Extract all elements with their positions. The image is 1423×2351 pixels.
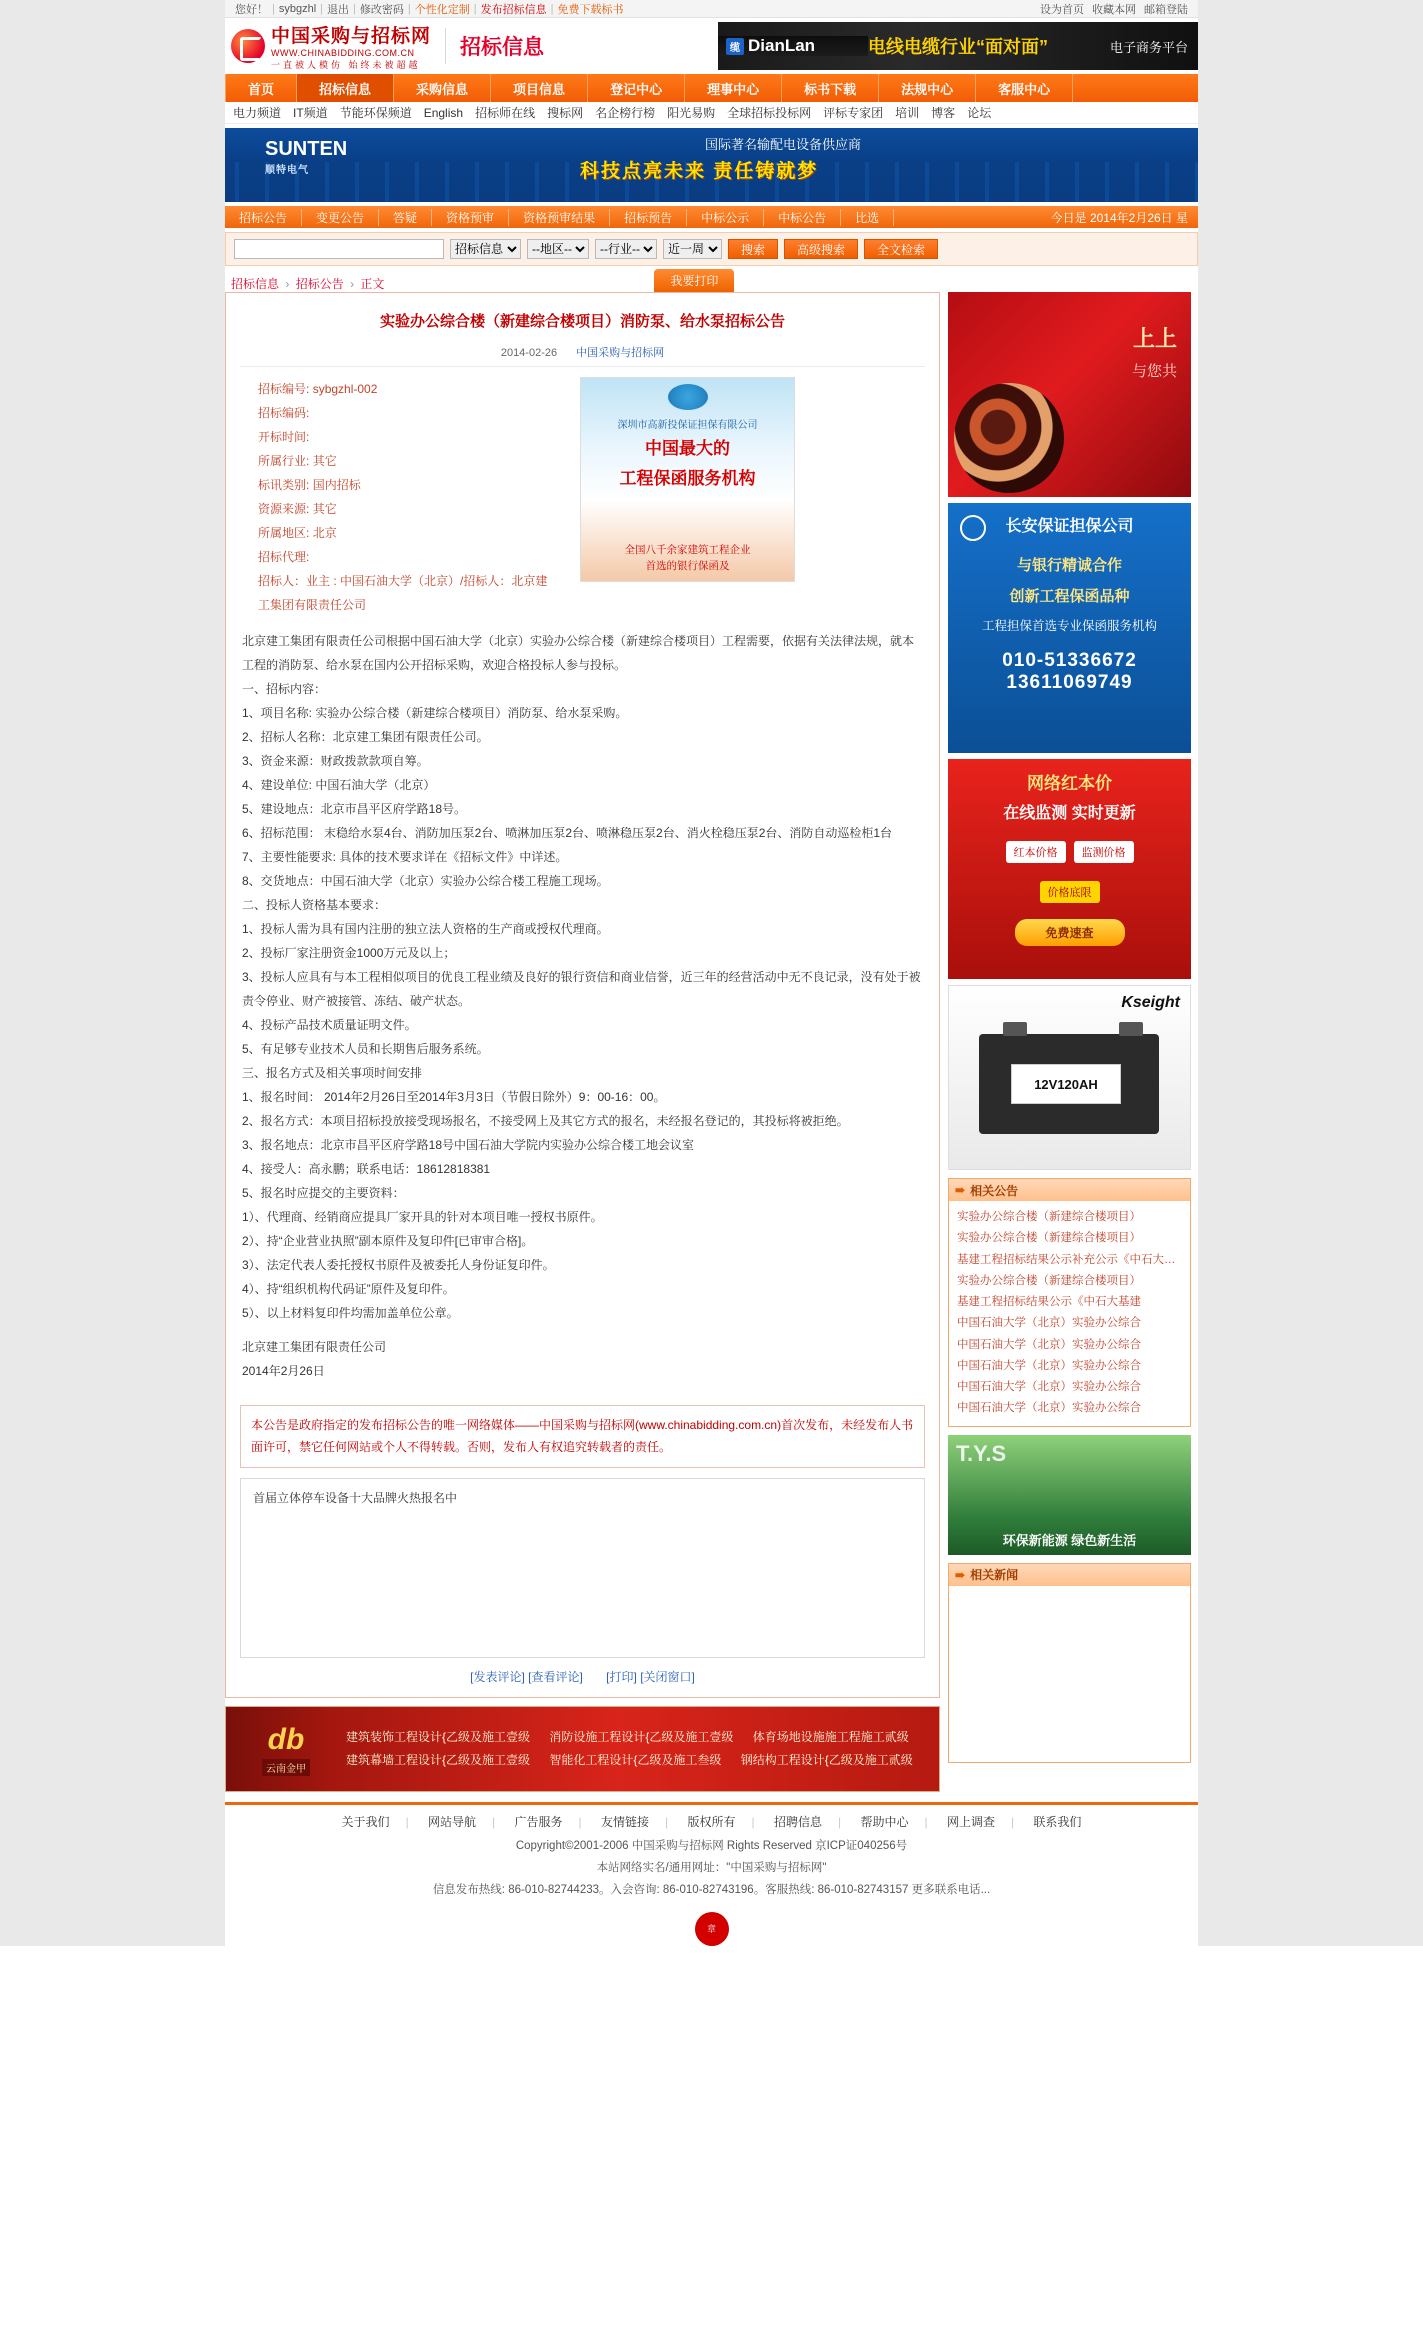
list-item[interactable]: 实验办公综合楼（新建综合楼项目） [957,1211,1141,1223]
greeting-text: 您好！ [235,3,268,16]
search-input[interactable] [234,239,444,259]
article-signature: 北京建工集团有限责任公司 [242,1339,387,1354]
related-announcements-header [949,1179,1190,1201]
top-utility-bar: 您好！ | sybgzhl | 退出 | 修改密码 | 个性化定制 | 发布招标信息 | 免费下载标书 设为首页 收藏本网 邮箱登陆 [225,0,1198,18]
sidebar-column [948,292,1191,1763]
gov-seal-icon: 章 [695,1912,729,1946]
site-footer [225,1802,1198,1946]
nav-item-regulations[interactable]: 法规中心 [879,74,976,102]
banner-badge-icon: 缆 [726,38,744,55]
article-paragraph: 8、交货地点：中国石油大学（北京）实验办公综合楼工程施工现场。 [242,873,609,888]
breadcrumb: 招标信息 › 招标公告 › 正文 [231,277,385,291]
article-signature-date: 2014年2月26日 [242,1363,325,1378]
page-title: 招标信息 [460,36,545,59]
article-paragraph: 5、有足够专业技术人员和长期售后服务系统。 [242,1041,489,1056]
related-news-header [949,1564,1190,1586]
info-row-bid-code: 招标编码: [258,405,310,420]
subnav-item-12[interactable]: 论坛 [967,106,992,120]
info-row-region: 所属地区: 北京 [258,525,337,540]
bottom-ad-qual-3: 体育场地设施施工程施工贰级 [752,1730,909,1745]
sub-navigation [225,102,1198,124]
banner-headline: 电线电缆行业“面对面” [868,37,1048,57]
hero-ad-banner[interactable] [225,128,1198,202]
category-bid-forecast[interactable]: 招标预告 [610,209,687,226]
bottom-ad-qual-1: 建筑装饰工程设计{乙级及施工壹级 [346,1730,531,1745]
price-monitor-ad[interactable] [948,759,1191,979]
logo-icon [231,29,265,63]
green-ad-caption: 环保新能源 绿色新生活 [1002,1532,1137,1548]
close-window-link[interactable]: [关闭窗口] [640,1670,695,1685]
battery-terminal-left-icon [1003,1022,1027,1036]
inline-ad-box[interactable] [240,1478,925,1658]
ad-headline-2: 工程保函服务机构 [619,469,756,489]
article-paragraph: 二、投标人资格基本要求： [242,897,387,912]
subnav-item-2[interactable]: 节能环保频道 [339,106,412,120]
list-item[interactable]: 基建工程招标结果公示补充公示《中石大… [957,1253,1176,1266]
post-comment-link[interactable]: [发表评论] [470,1670,525,1685]
info-row-source: 资源来源: 其它 [258,501,337,516]
category-prequalification[interactable]: 资格预审 [432,209,509,226]
ad-headline-1: 中国最大的 [645,438,730,458]
info-row-open-time: 开标时间: [258,429,310,444]
battery-ad[interactable] [948,985,1191,1170]
article-paragraph: 3、资金来源：财政拨款款项自筹。 [242,753,429,768]
price-ad-sub: 在线监测 实时更新 [1003,805,1136,822]
article-paragraph: 2、报名方式：本项目招标投放接受现场报名，不接受网上及其它方式的报名，未经报名登记的，其投标将被拒绝。 [242,1113,849,1128]
nav-item-register-center[interactable]: 登记中心 [588,74,685,102]
subnav-item-6[interactable]: 名企榜行榜 [595,106,656,120]
topbar-link-change-password[interactable]: 修改密码 [359,3,404,16]
bottom-ad-line-2 [346,1749,929,1772]
list-item[interactable]: 中国石油大学（北京）实验办公综合 [957,1402,1141,1415]
price-ad-chip-1: 红本价格 [1006,841,1066,863]
site-header [225,18,1198,74]
article-info-list [240,377,570,617]
article-date: 2014-02-26 [500,346,558,359]
topbar-link-download[interactable]: 免费下载标书 [557,3,624,16]
page-content [225,0,1198,1946]
category-navigation [225,206,1198,228]
topbar-link-publish[interactable]: 发布招标信息 [480,3,547,16]
article-actions [240,1658,925,1691]
banner-brand-cn: 顺特电气 [265,165,309,176]
article-paragraph: 三、报名方式及相关事项时间安排 [242,1065,423,1080]
article-title: 实验办公综合楼（新建综合楼项目）消防泵、给水泵招标公告 [379,313,785,330]
footer-link-partners[interactable]: 友情链接 [601,1815,650,1830]
list-item[interactable]: 实验办公综合楼（新建综合楼项目） [957,1232,1141,1245]
topbar-add-favorite[interactable]: 收藏本网 [1092,3,1136,16]
footer-link-survey[interactable]: 网上调查 [946,1815,995,1830]
related-news-body [949,1586,1190,1598]
footer-line-2: 本站网络实名/通用网址："中国采购与招标网" [596,1861,827,1874]
green-ad-brand: T.Y.S [956,1440,1007,1466]
bottom-ad-logo-icon: db [267,1722,305,1756]
list-item[interactable]: 中国石油大学（北京）实验办公综合 [957,1338,1141,1351]
footer-line-3: 信息发布热线: 86-010-82744233。入会咨询: 86-010-82743196。客服热线: 86-010-82743157 更多联系电话... [432,1883,991,1896]
nav-item-bid-info[interactable]: 招标信息 [297,74,394,102]
ad-company-name: 深圳市高新投保证担保有限公司 [617,419,758,431]
subnav-item-5[interactable]: 搜标网 [547,106,584,120]
main-columns [225,292,1198,1792]
bottom-ad-line-1 [346,1726,929,1749]
advanced-search-button[interactable]: 高级搜索 [784,239,858,259]
footer-link-sitemap[interactable]: 网站导航 [428,1815,477,1830]
guarantee-ad-line2: 与银行精诚合作 [1016,557,1122,574]
current-date-label: 今日是 2014年2月26日 星 [1050,210,1188,225]
print-tab-button[interactable]: 我要打印 [654,269,734,292]
article-source-link[interactable]: 中国采购与招标网 [576,346,665,359]
article-column [225,292,940,1792]
guarantee-ad-title: 长安保证担保公司 [1005,518,1134,535]
footer-copyright: Copyright©2001-2006 中国采购与招标网 Rights Reserved 京ICP证040256号 [515,1840,908,1853]
banner-subtitle: 国际著名输配电设备供应商 [705,137,862,152]
banner-slogan: 科技点亮未来 责任铸就梦 [580,161,819,182]
bottom-ad-qual-6: 钢结构工程设计{乙级及施工贰级 [740,1753,913,1768]
header-divider [445,28,446,64]
article-body [240,623,925,1395]
green-energy-ad[interactable] [948,1435,1191,1555]
logo-url: WWW.CHINABIDDING.COM.CN [271,48,415,58]
guarantee-company-ad[interactable] [948,503,1191,753]
related-announcements-panel [948,1178,1191,1427]
topbar-mail-login[interactable]: 邮箱登陆 [1144,3,1188,16]
info-row-bidder: 招标人：业主 : 中国石油大学（北京）/招标人：北京建 [258,573,548,588]
search-type-select[interactable] [450,239,521,259]
info-row-type: 标讯类别: 国内招标 [258,477,361,492]
footer-link-help[interactable]: 帮助中心 [860,1815,909,1830]
subnav-item-10[interactable]: 培训 [895,106,920,120]
article-info-section [240,367,925,623]
ad-emblem-icon [668,384,708,410]
related-announcements-title: 相关公告 [970,1183,1019,1198]
list-item[interactable]: 实验办公综合楼（新建综合楼项目） [957,1274,1141,1287]
article-paragraph: 2）、持“企业营业执照”副本原件及复印件[已审审合格]。 [242,1233,534,1248]
subnav-item-9[interactable]: 评标专家团 [823,106,884,120]
breadcrumb-item-1[interactable]: 招标公告 [295,277,344,291]
article-paragraph: 7、主要性能要求: 具体的技术要求详在《招标文件》中详述。 [242,849,568,864]
article-paragraph: 3）、法定代表人委托授权书原件及被委托人身份证复印件。 [242,1257,555,1272]
price-ad-chip-3: 价格底限 [1040,881,1100,903]
article-paragraph: 1、投标人需为具有国内注册的独立法人资格的生产商或授权代理商。 [242,921,609,936]
guarantee-ad-line3: 创新工程保函品种 [1009,588,1130,605]
left-gutter [0,0,225,1946]
related-news-panel [948,1563,1191,1763]
price-ad-chip-2: 监测价格 [1074,841,1134,863]
bottom-ad-qual-4: 建筑幕墙工程设计{乙级及施工壹级 [346,1753,531,1768]
cable-ad[interactable] [948,292,1191,497]
inline-ad-text: 首届立体停车设备十大品牌火热报名中 [253,1491,458,1506]
site-logo[interactable] [225,21,431,71]
right-gutter [1198,0,1423,1946]
logo-slogan: 一直被人模仿 始终未被超越 [271,60,421,70]
banner-advertiser-name [265,138,347,176]
info-row-agent: 招标代理: [258,549,310,564]
info-row-bidder-cont: 工集团有限责任公司 [258,597,367,612]
topbar-link-customize[interactable]: 个性化定制 [414,3,470,16]
breadcrumb-item-0[interactable]: 招标信息 [231,277,280,291]
ad-footer-text [581,543,794,575]
battery-label: 12V120AH [1011,1064,1121,1104]
guarantee-ad-line4: 工程担保首选专业保函服务机构 [981,619,1157,633]
article-paragraph: 2、招标人名称：北京建工集团有限责任公司。 [242,729,489,744]
view-comment-link[interactable]: [查看评论] [528,1670,583,1685]
price-ad-query-button[interactable]: 免费速查 [1015,919,1125,946]
search-industry-select[interactable] [595,239,657,259]
article-paragraph: 1、报名时间： 2014年2月26日至2014年3月3日（节假日除外）9：00-16：00。 [242,1089,666,1104]
footer-link-ads[interactable]: 广告服务 [514,1815,563,1830]
footer-link-jobs[interactable]: 招聘信息 [773,1815,822,1830]
related-news-title: 相关新闻 [970,1568,1019,1583]
footer-link-about[interactable]: 关于我们 [341,1815,390,1830]
cable-coil-icon [954,383,1064,493]
main-navigation [225,74,1198,102]
category-comparison[interactable]: 比选 [841,209,894,226]
article-paragraph: 4、建设单位: 中国石油大学（北京） [242,777,436,792]
info-row-bid-number: 招标编号: sybgzhl-002 [258,381,378,396]
footer-link-contact[interactable]: 联系我们 [1033,1815,1082,1830]
breadcrumb-item-2: 正文 [360,277,385,291]
category-win-publicity[interactable]: 中标公示 [687,209,764,226]
bottom-ad-company: 云南金甲 [262,1759,310,1776]
article-paragraph: 5、建设地点：北京市昌平区府学路18号。 [242,801,467,816]
bottom-ad-qual-2: 消防设施工程设计{乙级及施工壹级 [549,1730,734,1745]
footer-link-copyright[interactable]: 版权所有 [687,1815,736,1830]
copyright-notice: 本公告是政府指定的发布招标公告的唯一网络媒体——中国采购与招标网(www.chinabidding.com.cn)首次发布，未经发布人书面许可，禁它任何网站或个人不得转载。否则，发布人有权追究转载者的责任。 [240,1405,925,1469]
topbar-set-homepage[interactable]: 设为首页 [1040,3,1084,16]
header-ad-banner[interactable] [718,22,1198,70]
subnav-item-11[interactable]: 博客 [931,106,956,120]
guarantee-ad-phone-2: 13611069749 [1006,672,1133,693]
topbar-link-user[interactable]: sybgzhl [278,2,317,15]
article-paragraph: 1、项目名称: 实验办公综合楼（新建综合楼项目）消防泵、给水泵采购。 [242,705,628,720]
article-card [225,292,940,1698]
nav-item-council-center[interactable]: 理事中心 [685,74,782,102]
arrow-icon: ➠ [955,1567,966,1582]
bottom-ad-qual-5: 智能化工程设计{乙级及施工叁级 [549,1753,722,1768]
guarantee-ad-phone-1: 010-51336672 [1002,650,1137,671]
related-announcements-body [949,1201,1190,1426]
article-paragraph: 3、投标人应具有与本工程相似项目的优良工程业绩及良好的银行资信和商业信誉，近三年的经营活动中无不良记录，没有处于被责令停业、财产被接管、冻结、破产状态。 [242,969,921,1008]
ad-footer-line-2: 首选的银行保函及 [645,559,730,572]
arrow-icon: ➠ [955,1183,966,1197]
article-paragraph: 4、投标产品技术质量证明文件。 [242,1017,417,1032]
category-prequalification-result[interactable]: 资格预审结果 [509,209,610,226]
cable-ad-title: 上上 [1132,326,1177,351]
nav-item-project-info[interactable]: 项目信息 [491,74,588,102]
article-paragraph: 北京建工集团有限责任公司根据中国石油大学（北京）实验办公综合楼（新建综合楼项目）工程需要，依据有关法律法规，就本工程的消防泵、给水泵在国内公开招标采购，欢迎合格投标人参与投标。 [242,633,915,672]
battery-terminal-right-icon [1119,1022,1143,1036]
nav-item-purchase-info[interactable]: 采购信息 [394,74,491,102]
breadcrumb-row [225,270,1198,292]
list-item[interactable]: 中国石油大学（北京）实验办公综合 [957,1359,1141,1372]
category-win-announcement[interactable]: 中标公告 [764,209,841,226]
category-change-announcement[interactable]: 变更公告 [302,209,379,226]
guarantee-ad-image[interactable] [580,377,795,582]
nav-item-home[interactable]: 首页 [225,74,297,102]
subnav-item-0[interactable]: 电力频道 [233,106,282,120]
price-ad-title: 网络红本价 [1027,774,1112,793]
list-item[interactable]: 中国石油大学（北京）实验办公综合 [957,1317,1141,1330]
list-item[interactable]: 基建工程招标结果公示《中石大基建 [957,1296,1141,1309]
search-time-select[interactable] [663,239,722,259]
subnav-item-4[interactable]: 招标师在线 [475,106,536,120]
fulltext-search-button[interactable]: 全文检索 [864,239,938,259]
article-meta [240,344,925,367]
subnav-item-3[interactable]: English [423,105,464,120]
banner-tagline: 电子商务平台 [1109,39,1188,55]
category-bid-announcement[interactable]: 招标公告 [225,209,302,226]
topbar-link-logout[interactable]: 退出 [327,3,350,16]
ad-footer-line-1: 全国八千余家建筑工程企业 [624,544,751,556]
battery-brand: Kseight [1121,994,1180,1011]
logo-title: 中国采购与招标网 [271,26,432,47]
article-paragraph: 5）、以上材料复印件均需加盖单位公章。 [242,1305,459,1320]
footer-text [225,1830,1198,1906]
article-paragraph: 5、报名时应提交的主要资料： [242,1185,405,1200]
article-paragraph: 3、报名地点：北京市昌平区府学路18号中国石油大学院内实验办公综合楼工地会议室 [242,1137,695,1152]
list-item[interactable]: 中国石油大学（北京）实验办公综合 [957,1381,1141,1394]
category-qa[interactable]: 答疑 [379,209,432,226]
shield-icon [960,515,986,541]
search-bar [225,232,1198,266]
nav-item-service-center[interactable]: 客服中心 [976,74,1073,102]
banner-brand: DianLan [748,36,816,55]
footer-links: 关于我们 | 网站导航 | 广告服务 | 友情链接 | 版权所有 | 招聘信息 | 帮助中心 | 网上调查 | 联系我们 [341,1815,1082,1830]
article-paragraph: 4）、持“组织机构代码证”原件及复印件。 [242,1281,455,1296]
search-region-select[interactable] [527,239,589,259]
bottom-ad-banner[interactable] [225,1706,940,1792]
print-link[interactable]: [打印] [606,1670,637,1685]
cable-ad-sub: 与您共 [1131,363,1177,380]
banner-brand-en: SUNTEN [265,138,348,160]
article-paragraph: 2、投标厂家注册资金1000万元及以上； [242,945,456,960]
info-row-industry: 所属行业: 其它 [258,453,337,468]
subnav-item-8[interactable]: 全球招标投标网 [727,106,812,120]
article-paragraph: 一、招标内容： [242,681,327,696]
subnav-item-7[interactable]: 阳光易购 [667,106,716,120]
search-button[interactable]: 搜索 [728,239,778,259]
article-paragraph: 6、招标范围： 末稳给水泵4台、消防加压泵2台、喷淋加压泵2台、喷淋稳压泵2台、消火栓稳压泵2台、消防自动巡检柜1台 [242,825,893,840]
nav-item-doc-download[interactable]: 标书下载 [782,74,879,102]
article-paragraph: 1）、代理商、经销商应提具厂家开具的针对本项目唯一授权书原件。 [242,1209,603,1224]
subnav-item-1[interactable]: IT频道 [293,106,328,120]
article-paragraph: 4、接受人：高永鹏；联系电话：18612818381 [242,1161,491,1176]
